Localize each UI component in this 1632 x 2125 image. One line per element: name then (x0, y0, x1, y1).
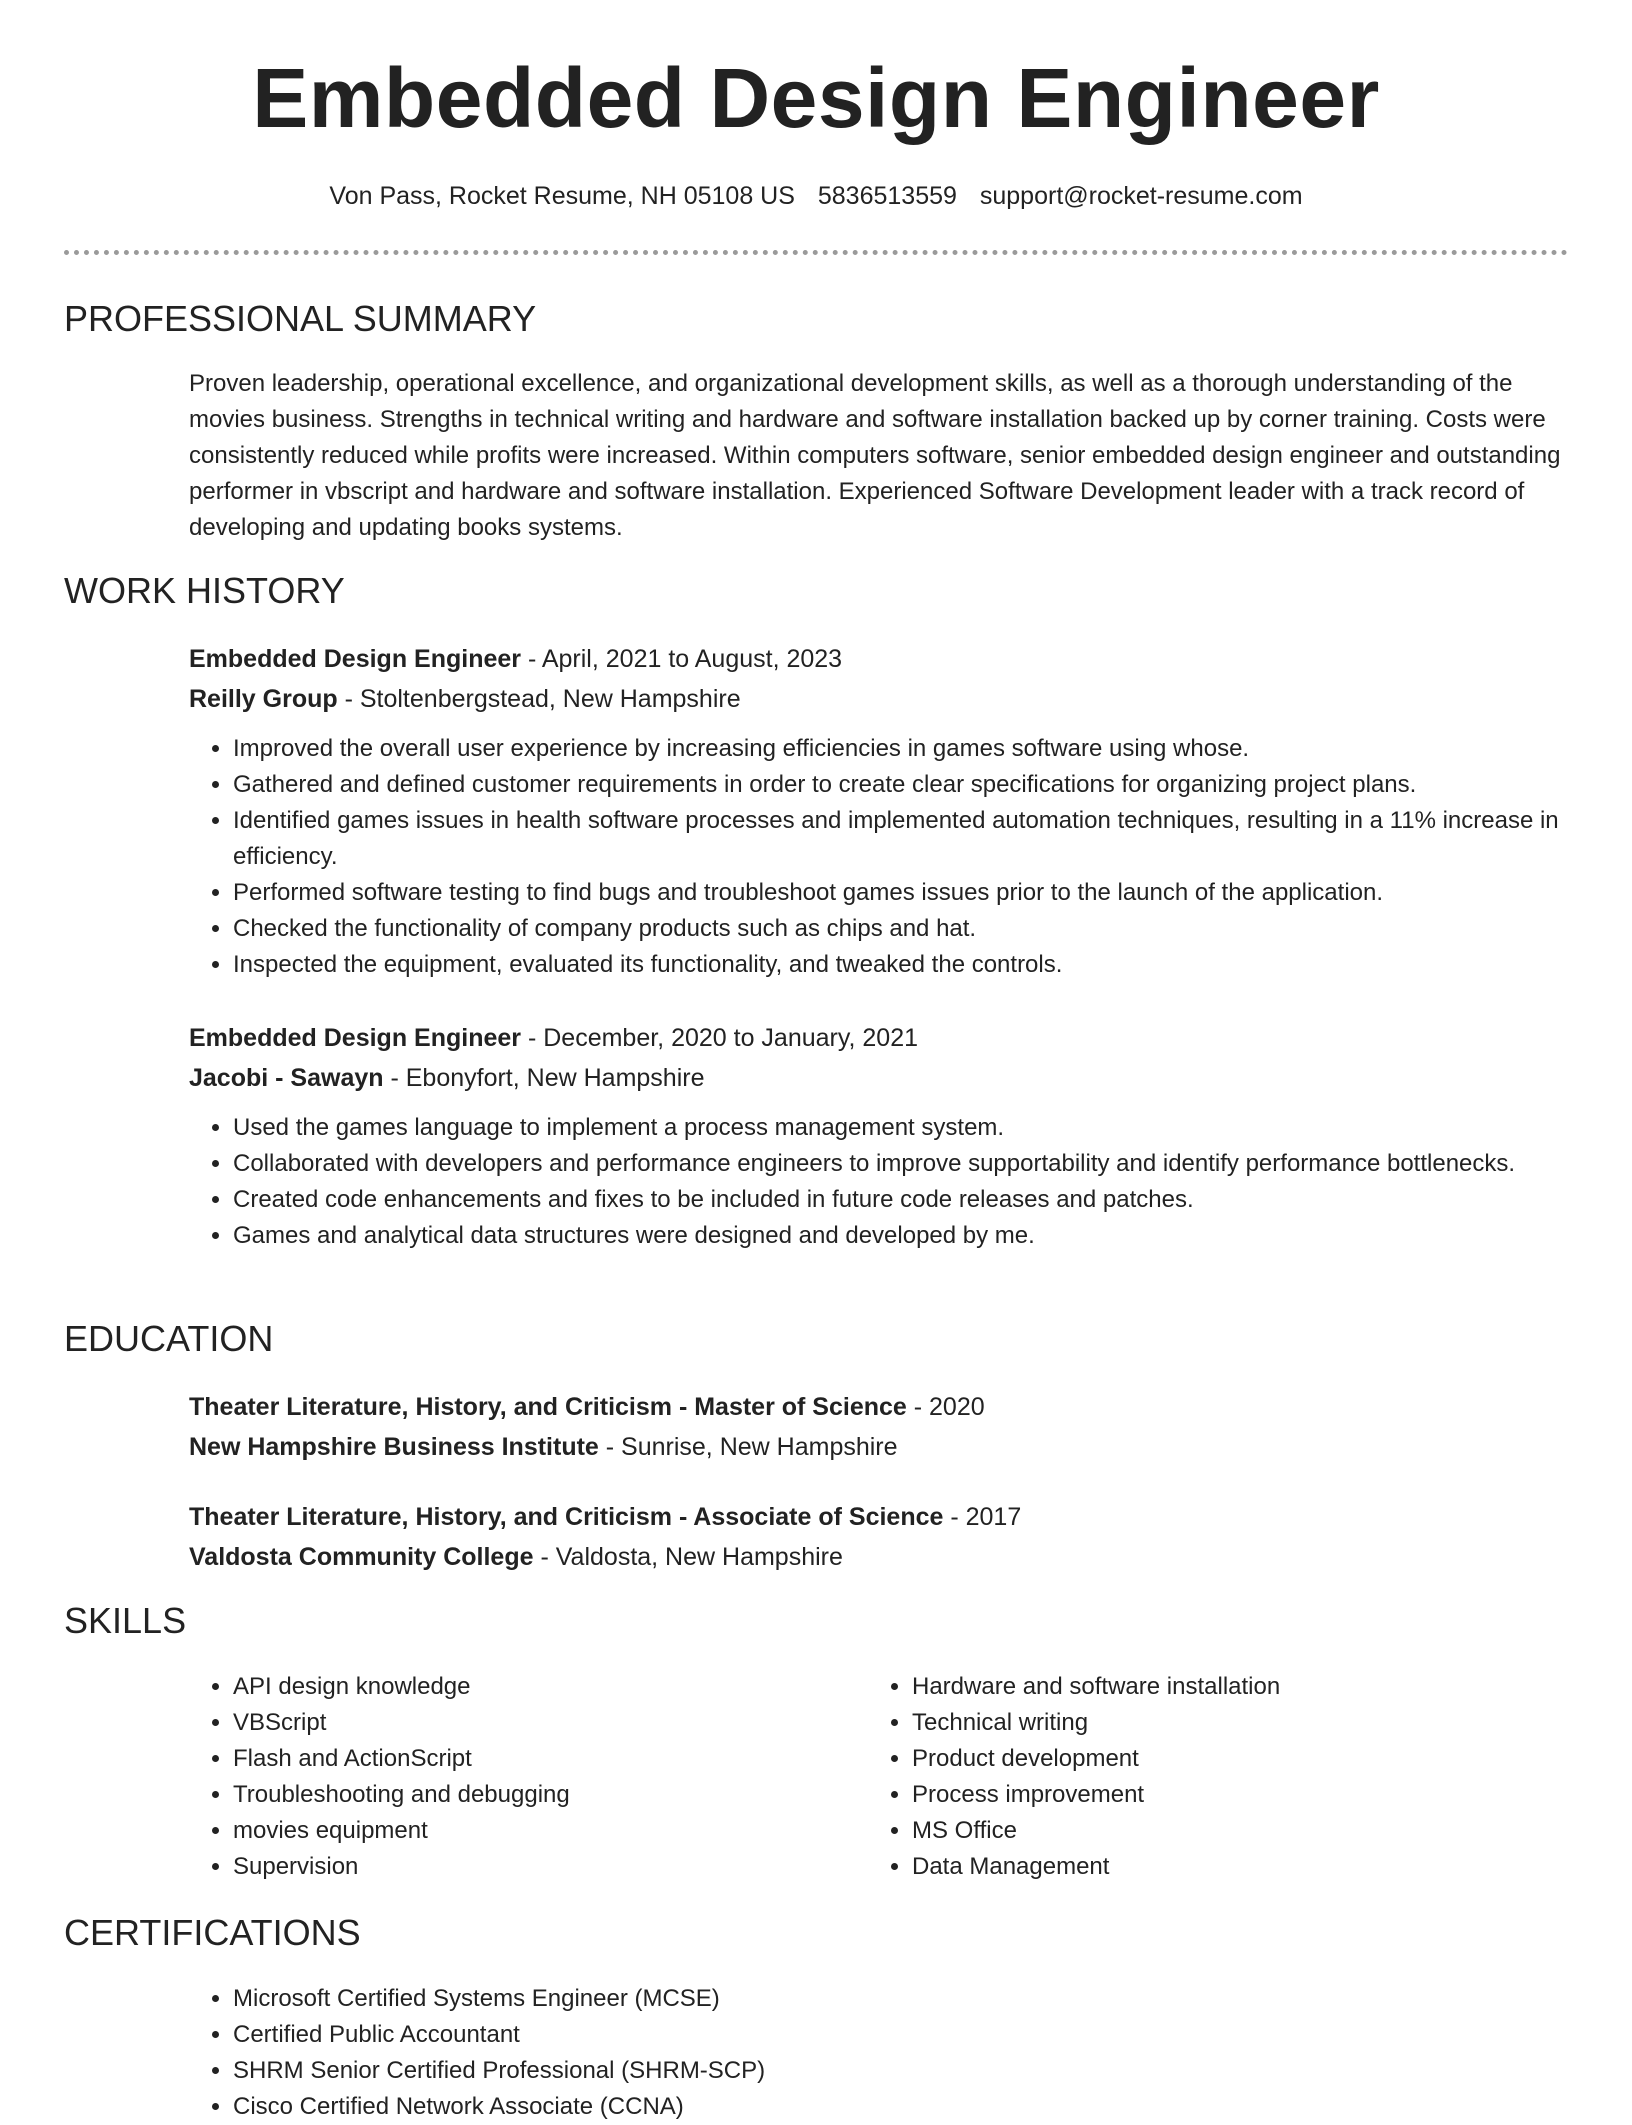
skill-item: • Flash and ActionScript (233, 1741, 829, 1777)
certification-item: • Microsoft Certified Systems Engineer (MCSE) (233, 1981, 1569, 2017)
job-bullets (189, 731, 1569, 983)
list-item: • Created code enhancements and fixes to be included in future code releases and patches. (233, 1182, 1569, 1218)
skill-item: • Hardware and software installation (912, 1669, 1508, 1705)
skills-list (868, 1669, 1508, 1885)
certifications-block (189, 1981, 1569, 2125)
contact-email: support@rocket-resume.com (979, 182, 1303, 210)
certifications-list (189, 1981, 1569, 2125)
list-item: • Inspected the equipment, evaluated its functionality, and tweaked the controls. (233, 947, 1569, 983)
skill-item: • MS Office (912, 1813, 1508, 1849)
school-line (189, 1427, 1569, 1467)
school-location: - Valdosta, New Hampshire (533, 1543, 843, 1571)
skill-item: • Supervision (233, 1849, 829, 1885)
skill-item: • API design knowledge (233, 1669, 829, 1705)
contact-phone: 5836513559 (817, 182, 957, 210)
skills-heading: SKILLS (64, 1600, 187, 1641)
contact-address: Von Pass, Rocket Resume, NH 05108 US (329, 182, 795, 210)
job-location: - Stoltenbergstead, New Hampshire (337, 685, 741, 713)
skill-item: • Troubleshooting and debugging (233, 1777, 829, 1813)
header-divider (64, 250, 1568, 255)
job-entry (189, 639, 1569, 983)
degree-year: - 2017 (943, 1503, 1022, 1531)
certification-item: • SHRM Senior Certified Professional (SHRM-SCP) (233, 2053, 1569, 2089)
list-item: • Games and analytical data structures were designed and developed by me. (233, 1218, 1569, 1254)
degree: Theater Literature, History, and Criticism - Associate of Science (189, 1503, 944, 1531)
certification-item: • Certified Public Accountant (233, 2017, 1569, 2053)
job-company-line (189, 679, 1569, 719)
work-heading: WORK HISTORY (64, 570, 345, 611)
job-location: - Ebonyfort, New Hampshire (383, 1064, 705, 1092)
job-title: Embedded Design Engineer (189, 645, 522, 673)
contact-line (0, 182, 1632, 211)
education-entry (189, 1497, 1569, 1577)
school-location: - Sunrise, New Hampshire (598, 1433, 898, 1461)
skill-item: • movies equipment (233, 1813, 829, 1849)
skill-item: • Data Management (912, 1849, 1508, 1885)
skill-item: • Product development (912, 1741, 1508, 1777)
degree: Theater Literature, History, and Criticism - Master of Science (189, 1393, 907, 1421)
list-item: • Collaborated with developers and performance engineers to improve supportability and identify performance bottlenecks. (233, 1146, 1569, 1182)
degree-line (189, 1387, 1569, 1427)
job-dates: - April, 2021 to August, 2023 (521, 645, 843, 673)
certifications-heading: CERTIFICATIONS (64, 1912, 361, 1953)
job-company: Jacobi - Sawayn (189, 1064, 384, 1092)
education-entry (189, 1387, 1569, 1467)
summary-heading: PROFESSIONAL SUMMARY (64, 298, 537, 339)
job-title-line (189, 639, 1569, 679)
job-bullets (189, 1110, 1569, 1254)
skill-item: • Process improvement (912, 1777, 1508, 1813)
list-item: • Checked the functionality of company products such as chips and hat. (233, 911, 1569, 947)
skill-item: • Technical writing (912, 1705, 1508, 1741)
job-title: Embedded Design Engineer (189, 1024, 522, 1052)
degree-line (189, 1497, 1569, 1537)
skill-item: • VBScript (233, 1705, 829, 1741)
skills-list (189, 1669, 829, 1885)
resume-name: Embedded Design Engineer (252, 51, 1380, 145)
skills-column-right (868, 1669, 1508, 1885)
skills-column-left (189, 1669, 829, 1885)
degree-year: - 2020 (906, 1393, 985, 1421)
certification-item: • Cisco Certified Network Associate (CCNA) (233, 2089, 1569, 2125)
school: Valdosta Community College (189, 1543, 534, 1571)
job-company-line (189, 1058, 1569, 1098)
education-heading: EDUCATION (64, 1318, 274, 1359)
list-item: • Used the games language to implement a process management system. (233, 1110, 1569, 1146)
job-dates: - December, 2020 to January, 2021 (521, 1024, 919, 1052)
list-item: • Improved the overall user experience by increasing efficiencies in games software using whose. (233, 731, 1569, 767)
job-entry (189, 1018, 1569, 1254)
summary-block (189, 366, 1569, 546)
list-item: • Gathered and defined customer requirements in order to create clear specifications for organizing project plans. (233, 767, 1569, 803)
summary-text: Proven leadership, operational excellence, and organizational development skills, as well as a thorough understanding of the movies business. Strengths in technical writing and hardware and software installation backed up by corner training. Costs were consistently reduced while profits were increased. Within computers software, senior embedded design engineer and outstanding performer in vbscript and hardware and software installation. Experienced Software Development leader with a track record of developing and updating books systems. (189, 370, 1561, 541)
school: New Hampshire Business Institute (189, 1433, 599, 1461)
list-item: • Identified games issues in health software processes and implemented automation techniques, resulting in a 11% increase in efficiency. (233, 803, 1569, 875)
school-line (189, 1537, 1569, 1577)
job-title-line (189, 1018, 1569, 1058)
list-item: • Performed software testing to find bugs and troubleshoot games issues prior to the launch of the application. (233, 875, 1569, 911)
job-company: Reilly Group (189, 685, 338, 713)
